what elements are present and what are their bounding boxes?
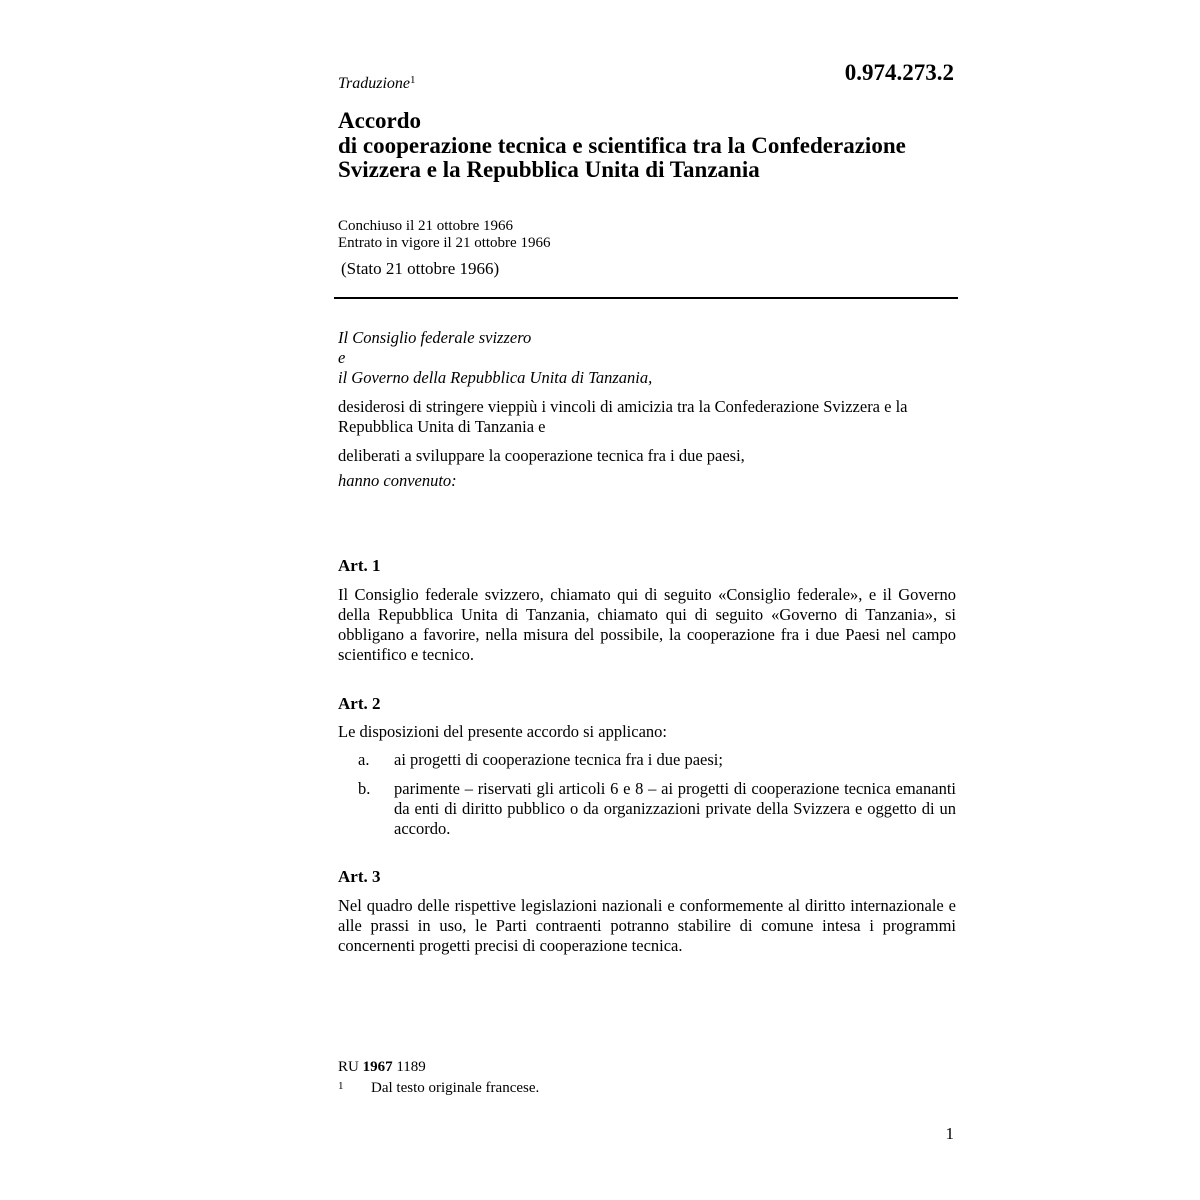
concluded-date: Conchiuso il 21 ottobre 1966: [338, 218, 513, 234]
article-2-text: Le disposizioni del presente accordo si applicano:: [338, 722, 667, 741]
preamble-agreed: hanno convenuto:: [338, 471, 457, 490]
preamble-and: e: [338, 348, 346, 367]
official-compilation-reference: [338, 1059, 426, 1076]
footnote-text: Dal testo originale francese.: [371, 1080, 540, 1096]
article-1-heading: Art. 1: [338, 556, 381, 575]
footnote-reference: 1: [410, 74, 416, 86]
preamble-party-1: Il Consiglio federale svizzero: [338, 328, 532, 347]
footnote: [338, 1080, 539, 1097]
footnote-mark: 1: [338, 1080, 344, 1092]
list-marker: b.: [358, 779, 371, 798]
list-item: [338, 750, 956, 770]
page-number: 1: [945, 1124, 954, 1143]
status-date: (Stato 21 ottobre 1966): [341, 259, 500, 278]
translation-word: Traduzione: [338, 75, 411, 92]
document-title: [338, 109, 978, 183]
header-divider: [334, 297, 958, 299]
list-item-text: ai progetti di cooperazione tecnica fra i due paesi;: [394, 750, 723, 769]
ru-prefix: RU: [338, 1059, 359, 1075]
in-force-date: Entrato in vigore il 21 ottobre 1966: [338, 235, 551, 251]
document-dates: [338, 218, 550, 252]
document-number: 0.974.273.2: [844, 60, 954, 85]
article-3-heading: Art. 3: [338, 867, 381, 886]
ru-year: 1967: [362, 1059, 393, 1075]
preamble-party-2: il Governo della Repubblica Unita di Tanzania,: [338, 368, 653, 387]
title-line-1: Accordo: [338, 108, 422, 133]
title-line-2: di cooperazione tecnica e scientifica tra la Confederazione: [338, 132, 906, 158]
preamble-paragraph-1: desiderosi di stringere vieppiù i vincoli di amicizia tra la Confederazione Svizzera e la Repubblica Unita di Tanzania e: [338, 397, 908, 436]
article-1-text: Il Consiglio federale svizzero, chiamato qui di seguito «Consiglio federale», e il Governo della Repubblica Unita di Tanzania, chiamato qui di seguito «Governo di Tanzania», si obbligano a favorire, nella misura del possibile, la cooperazione fra i due Paesi nel campo scientifico e tecnico.: [338, 585, 956, 664]
translation-label: [338, 74, 416, 93]
article-2-heading: Art. 2: [338, 694, 381, 713]
list-marker: a.: [358, 750, 370, 769]
list-item-text: parimente – riservati gli articoli 6 e 8 – ai progetti di cooperazione tecnica emananti da enti di diritto pubblico o da organizzazioni private della Svizzera e oggetto di un accordo.: [394, 779, 956, 838]
ru-page: 1189: [396, 1059, 426, 1075]
title-line-3: Svizzera e la Repubblica Unita di Tanzania: [338, 157, 760, 182]
list-item: [338, 779, 956, 839]
article-3-text: Nel quadro delle rispettive legislazioni nazionali e conformemente al diritto internazionale e alle prassi in uso, le Parti contraenti potranno stabilire di comune intesa i programmi concernenti progetti precisi di cooperazione tecnica.: [338, 896, 956, 955]
preamble-paragraph-2: deliberati a sviluppare la cooperazione tecnica fra i due paesi,: [338, 446, 745, 465]
